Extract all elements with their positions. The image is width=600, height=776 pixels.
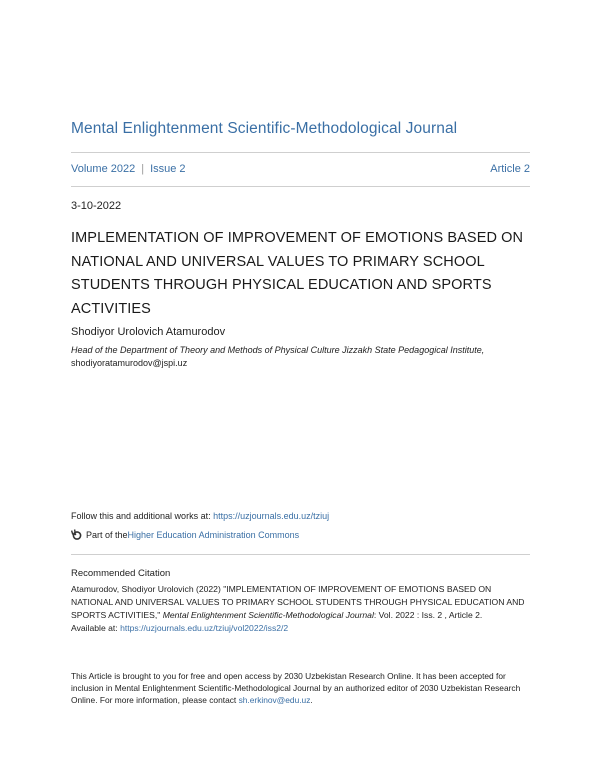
notice-suffix: . bbox=[310, 695, 313, 705]
journal-title[interactable]: Mental Enlightenment Scientific-Methodological Journal bbox=[71, 120, 458, 137]
commons-link[interactable]: Higher Education Administration Commons bbox=[127, 529, 300, 540]
access-notice bbox=[71, 670, 533, 706]
article-title: IMPLEMENTATION OF IMPROVEMENT OF EMOTIONS BASED ON NATIONAL AND UNIVERSAL VALUES TO PRIMARY SCHOOL STUDENTS THROUGH PHYSICAL EDUCATION AND SPORTS ACTIVITIES bbox=[71, 230, 524, 317]
divider bbox=[71, 152, 530, 153]
citation-block bbox=[71, 583, 533, 635]
citation-text: Atamurodov, Shodiyor Urolovich (2022) "IMPLEMENTATION OF IMPROVEMENT OF EMOTIONS BASED ON NATIONAL AND UNIVERSAL VALUES TO PRIMARY SCHOOL STUDENTS THROUGH PHYSICAL EDUCATION AND SPORTS ACTIVITIES," bbox=[71, 584, 525, 620]
citation-heading: Recommended Citation bbox=[71, 568, 171, 579]
open-access-icon bbox=[71, 529, 83, 540]
notice-text: This Article is brought to you for free and open access by 2030 Uzbekistan Research Online. It has been accepted for inclusion in Mental Enlightenment Scientific-Methodological Journal by an authorized editor of 2030 Uzbekistan Research Online. For more information, please contact bbox=[71, 671, 521, 705]
article-link[interactable]: Article 2 bbox=[490, 163, 530, 175]
publication-date: 3-10-2022 bbox=[71, 200, 122, 212]
author-affiliation bbox=[71, 344, 531, 370]
volume-link[interactable]: Volume 2022 bbox=[71, 163, 136, 175]
divider bbox=[71, 554, 530, 555]
citation-journal: Mental Enlightenment Scientific-Methodological Journal bbox=[162, 610, 374, 620]
available-prefix: Available at: bbox=[71, 623, 121, 633]
author-email[interactable]: shodiyoratamurodov@jspi.uz bbox=[71, 358, 188, 368]
available-link[interactable]: https://uzjournals.edu.uz/tziuj/vol2022/iss2/2 bbox=[120, 623, 289, 633]
citation-volume: : Vol. 2022 : Iss. 2 , Article 2. bbox=[373, 610, 483, 620]
follow-link[interactable]: https://uzjournals.edu.uz/tziuj bbox=[213, 511, 330, 521]
affiliation-text: Head of the Department of Theory and Methods of Physical Culture Jizzakh State Pedagogical Institute, bbox=[71, 345, 485, 355]
part-of-line bbox=[71, 529, 299, 540]
contact-email-link[interactable]: sh.erkinov@edu.uz bbox=[238, 695, 311, 705]
separator: | bbox=[141, 163, 145, 175]
follow-prefix: Follow this and additional works at: bbox=[71, 511, 214, 521]
volume-issue-row bbox=[71, 163, 530, 175]
part-of-prefix: Part of the bbox=[86, 529, 128, 540]
divider bbox=[71, 186, 530, 187]
issue-link[interactable]: Issue 2 bbox=[150, 163, 186, 175]
follow-line bbox=[71, 511, 329, 521]
author-name: Shodiyor Urolovich Atamurodov bbox=[71, 326, 226, 338]
